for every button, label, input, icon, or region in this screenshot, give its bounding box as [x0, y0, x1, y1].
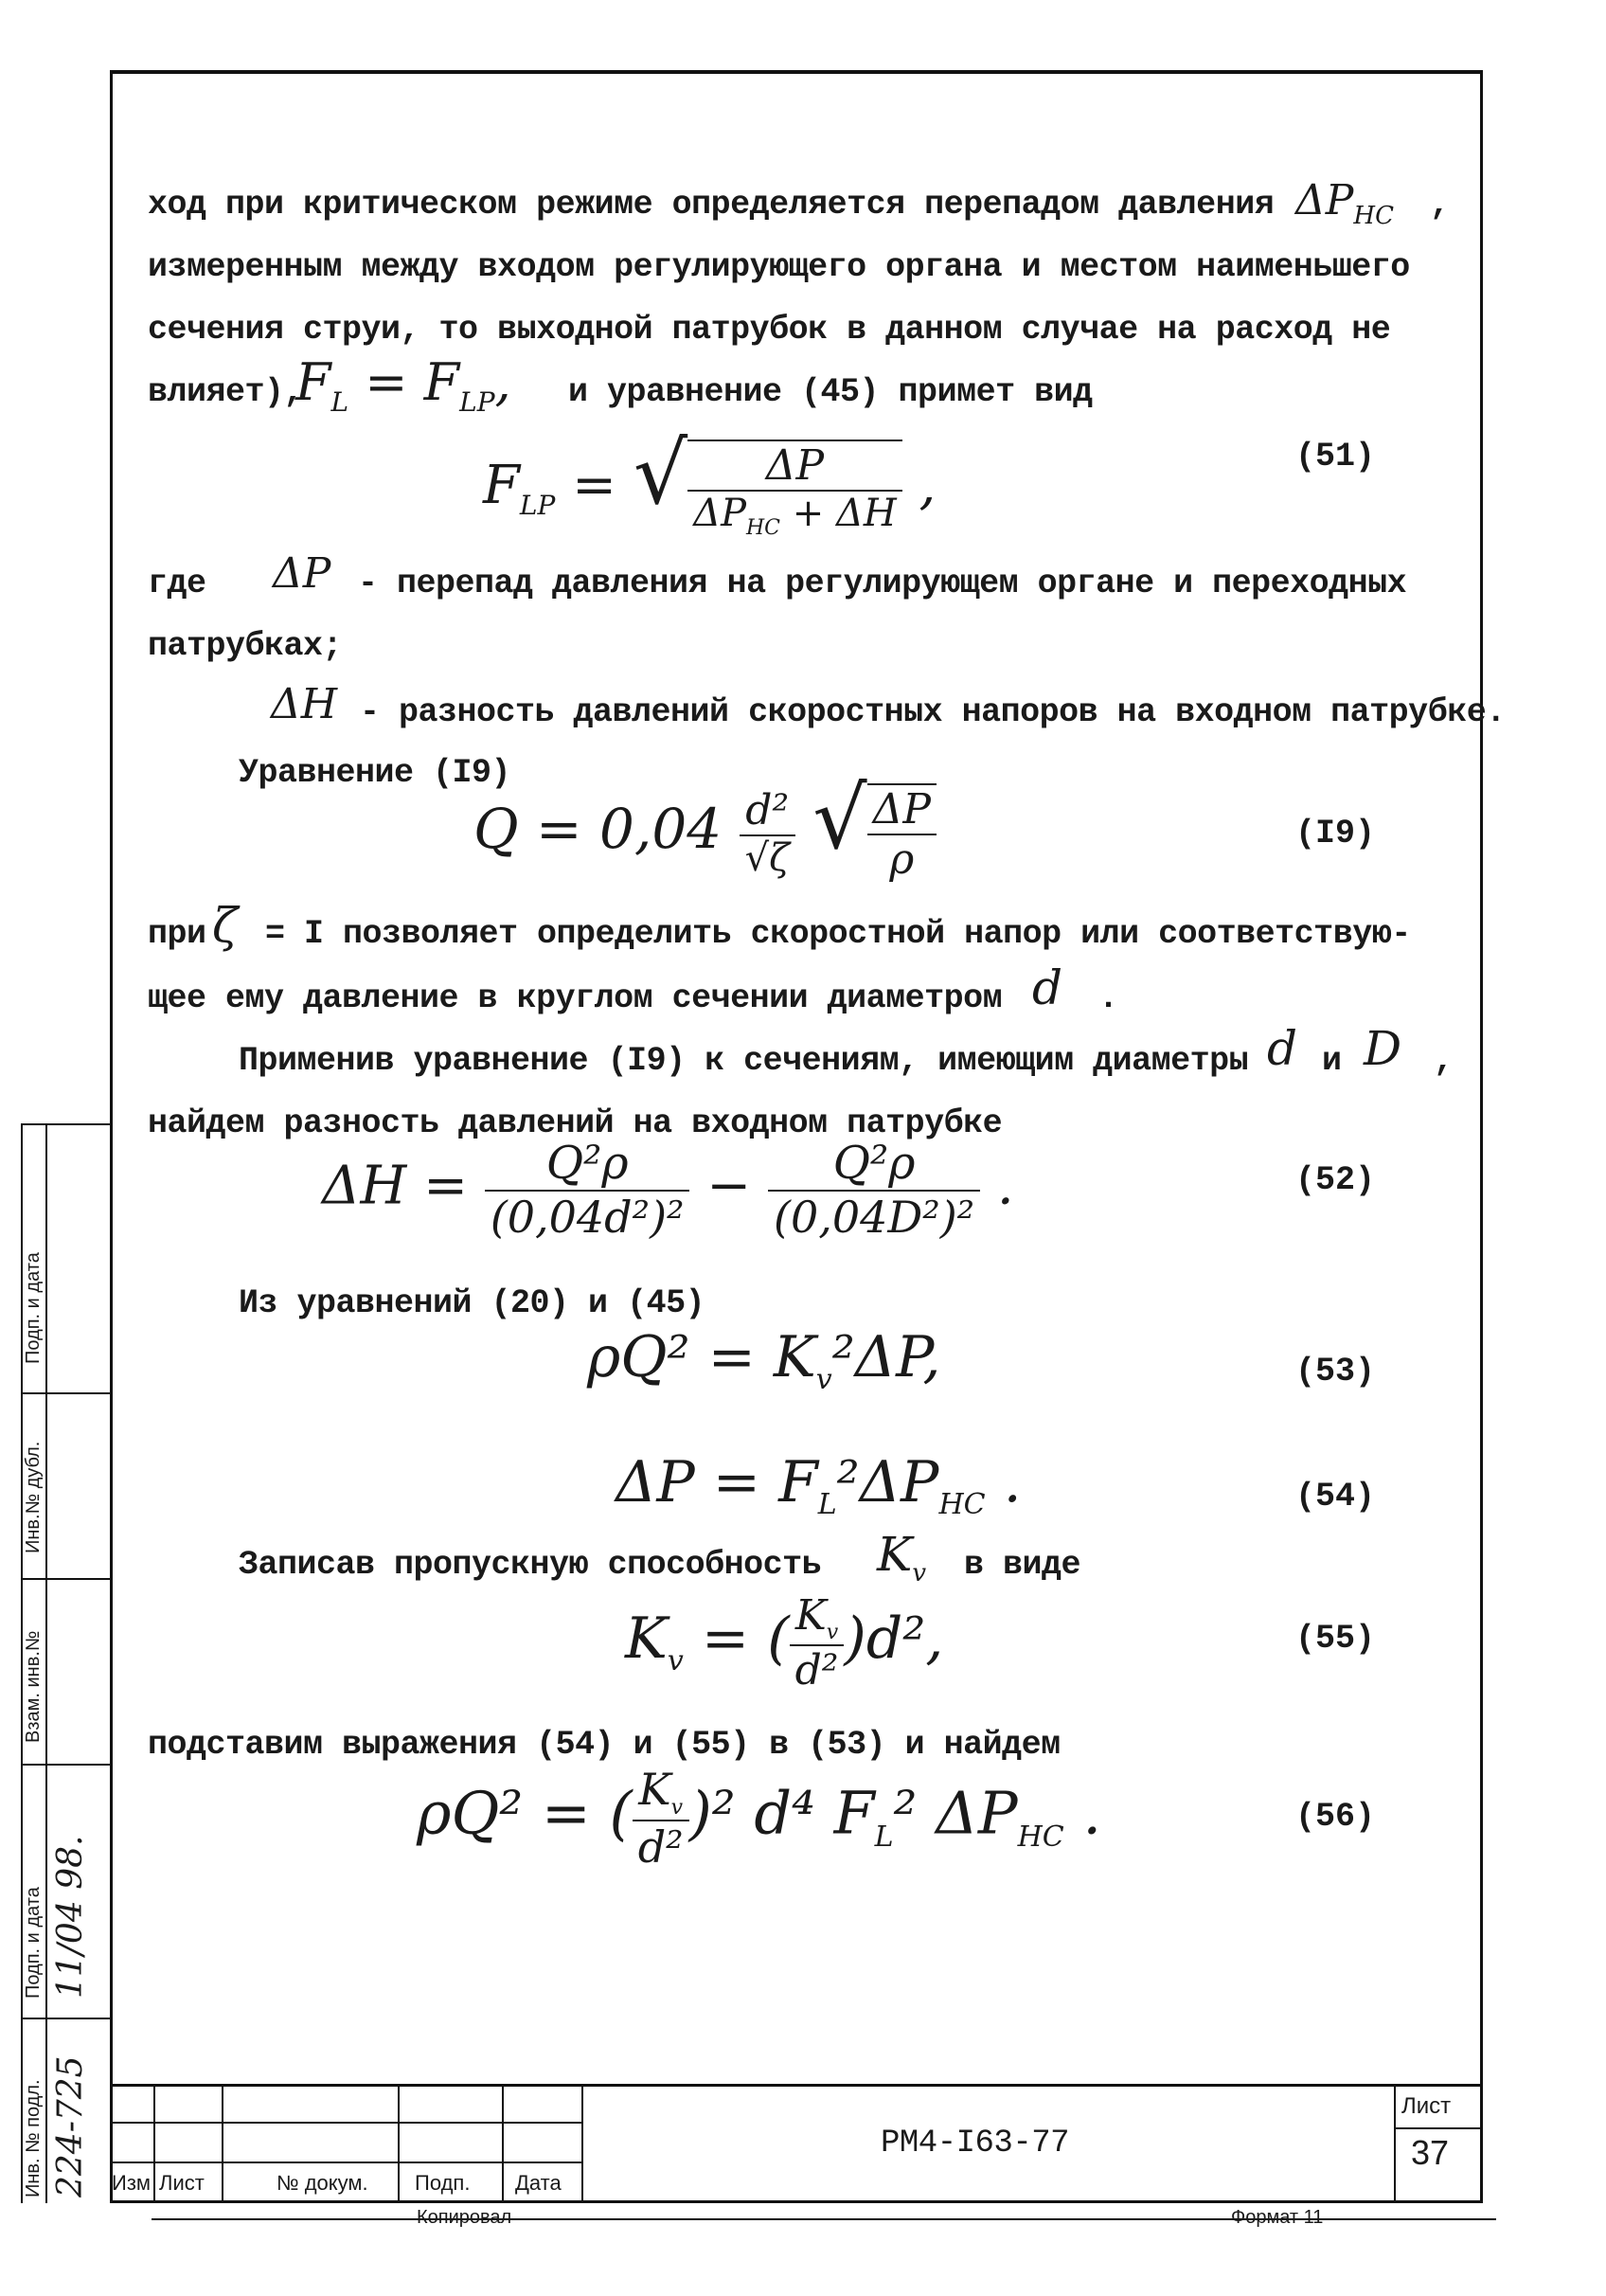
equation-53: $\rho Q^2 = K_v^2\Delta P$, [587, 1324, 941, 1396]
text-line-1: ход при критическом режиме определяется перепадом давления [148, 186, 1275, 224]
equation-number-56: (56) [1295, 1798, 1376, 1836]
side-vertical [45, 1123, 47, 2203]
text-line-13: Из уравнений (20) и (45) [239, 1284, 705, 1322]
text-line-12: найдем разность давлений на входном патрубке [148, 1104, 1003, 1142]
equation-56: ρQ² = ( $\frac{K_v}{\text{d²}}$ )² d⁴ $F_L^2$ $\Delta P_{HC}$ . [417, 1764, 1102, 1874]
stamp-col-3 [398, 2084, 400, 2203]
stamp-top-border [110, 2084, 1483, 2087]
text-line-9a: при [148, 915, 206, 953]
side-label-inv-podl: Инв. № подл. [23, 2079, 44, 2197]
stamp-col-date: Дата [515, 2171, 562, 2195]
side-label-podp-data-2: Подп. и дата [23, 1887, 44, 1999]
equation-55: $K_v$ = ( $\frac{K_v}{\text{d²}}$ )d², [625, 1591, 944, 1695]
stamp-sheet-label: Лист [1401, 2093, 1452, 2119]
text-line-2: измеренным между входом регулирующего органа и местом наименьшего [148, 248, 1410, 286]
equation-19: Q = 0,04 $\frac{\text{d²}}{√\zeta}$ √ $\frac{\Delta P}{\rho}$ [473, 769, 937, 884]
stamp-sheet-number: 37 [1411, 2133, 1450, 2172]
stamp-col-podp: Подп. [415, 2171, 471, 2195]
side-handwritten-date: 11/04 98. [51, 1835, 90, 1999]
stamp-row-line [110, 2122, 583, 2124]
text-line-4a: влияет), [148, 373, 304, 411]
text-line-1-end: , [1430, 186, 1450, 224]
formula-delta-h: ΔH [271, 680, 338, 728]
formula-delta-p-hc: $\Delta P_{НС}$ [1295, 176, 1394, 230]
text-line-11-end: , [1434, 1042, 1454, 1080]
stamp-col-list: Лист [159, 2171, 205, 2195]
stamp-col-izm: Изм [112, 2171, 152, 2195]
stamp-col-2 [222, 2084, 223, 2203]
formula-kv: $K_v$ [877, 1527, 927, 1587]
equation-number-53: (53) [1295, 1353, 1376, 1390]
stamp-col-1 [153, 2084, 155, 2203]
stamp-col-sheet [1394, 2084, 1396, 2203]
equation-number-55: (55) [1295, 1620, 1376, 1658]
text-line-10-end: . [1098, 979, 1118, 1017]
equation-54: $\Delta P = F_L^2\Delta P_{HC}$ . [616, 1449, 1022, 1521]
stamp-sheet-divider [1394, 2127, 1483, 2129]
stamp-format: Формат 11 [1231, 2207, 1324, 2228]
stamp-col-5 [581, 2084, 583, 2203]
text-line-14b: в виде [964, 1546, 1081, 1584]
text-line-14: Записав пропускную способность [239, 1546, 822, 1584]
stamp-col-doc: № докум. [277, 2171, 368, 2195]
formula-d-small: d [1267, 1021, 1298, 1076]
formula-d: d [1032, 960, 1063, 1015]
text-line-8: Уравнение (I9) [239, 754, 511, 792]
side-line-5 [21, 2018, 110, 2019]
side-label-podp-data: Подп. и дата [23, 1252, 44, 1364]
side-handwritten-inv: 224-725 [51, 2055, 90, 2197]
text-line-15: подставим выражения (54) и (55) в (53) и найдем [148, 1726, 1061, 1764]
equation-number-19: (I9) [1295, 815, 1376, 852]
stamp-copied: Копировал [417, 2207, 512, 2228]
equation-number-54: (54) [1295, 1478, 1376, 1516]
equation-number-52: (52) [1295, 1161, 1376, 1199]
equation-number-51: (51) [1295, 438, 1376, 475]
text-line-11a: Применив уравнение (I9) к сечениям, имеющим диаметры [239, 1042, 1249, 1080]
side-line-1 [21, 1123, 110, 1125]
text-line-3: сечения струи, то выходной патрубок в данном случае на расход не [148, 311, 1391, 349]
text-line-6: патрубках; [148, 627, 343, 665]
text-line-5b: - перепад давления на регулирующем органе и переходных [358, 565, 1407, 602]
formula-delta-p: ΔP [273, 549, 331, 598]
side-label-inv-dubl: Инв.№ дубл. [23, 1441, 44, 1553]
side-line-4 [21, 1764, 110, 1766]
equation-52: ΔH = $\frac{\text{Q²ρ}}{\text{(0,04d²)²}}$ − $\frac{\text{Q²ρ}}{\text{(0,04D²)²}}$ . [322, 1137, 1014, 1243]
formula-fl-eq-flp: $F_L = F_{LP}$, [295, 352, 511, 418]
text-line-11b: и [1322, 1042, 1342, 1080]
text-line-7: - разность давлений скоростных напоров на входном патрубке. [360, 693, 1506, 731]
formula-zeta: ζ [212, 898, 239, 953]
text-line-10: щее ему давление в круглом сечении диаметром [148, 979, 1003, 1017]
text-line-5a: где [148, 565, 206, 602]
equation-51: $F_{LP}$ = √ $\frac{\Delta P}{\Delta P_{HC} + \Delta H}$ , [483, 424, 937, 540]
text-line-9b: = I позволяет определить скоростной напор или соответствую- [265, 915, 1411, 953]
side-line-3 [21, 1578, 110, 1580]
stamp-row-line-2 [110, 2161, 583, 2163]
side-line-2 [21, 1392, 110, 1394]
text-line-4b: и уравнение (45) примет вид [568, 373, 1093, 411]
side-label-vzam-inv: Взам. инв.№ [23, 1630, 44, 1743]
stamp-doc-code: РМ4-I63-77 [881, 2126, 1070, 2161]
formula-d-large: D [1364, 1021, 1402, 1076]
stamp-col-4 [502, 2084, 504, 2203]
